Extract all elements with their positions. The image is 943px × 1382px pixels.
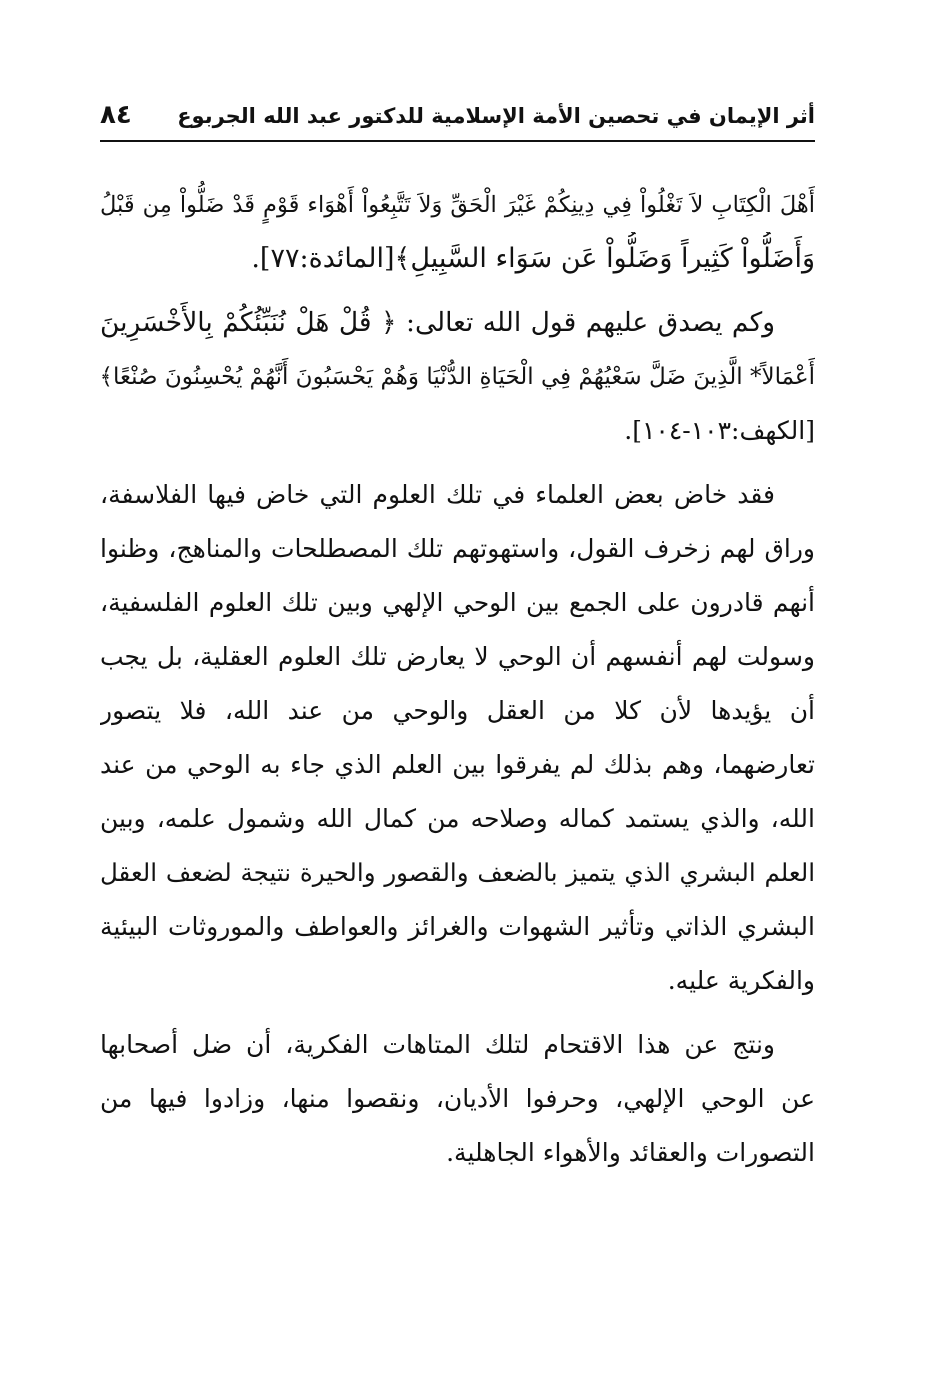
- text-line: وَأَضَلُّواْ كَثِيراً وَضَلُّواْ عَن سَوَاء السَّبِيلِ﴾[المائدة:٧٧].: [251, 243, 815, 274]
- quran-verse-continuation: [100, 178, 815, 286]
- text-line: التصورات والعقائد والأهواء الجاهلية.: [446, 1138, 815, 1167]
- text-line: والفكرية عليه.: [667, 966, 815, 995]
- page-body: [100, 178, 815, 1180]
- text-line: وراق لهم زخرف القول، واستهوتهم تلك المصطلحات والمناهج، وظنوا: [100, 534, 815, 563]
- text-line: أَهْلَ الْكِتَابِ لاَ تَغْلُواْ فِي دِينِكُمْ غَيْرَ الْحَقِّ وَلاَ تَتَّبِعُواْ أَهْوَاء قَوْمٍ قَدْ ضَلُّواْ مِن قَبْلُ: [100, 192, 815, 218]
- text-line: وسولت لهم أنفسهم أن الوحي لا يعارض تلك العلوم العقلية، بل يجب: [100, 642, 815, 671]
- text-line: العلم البشري الذي يتميز بالضعف والقصور والحيرة نتيجة لضعف العقل: [100, 858, 815, 887]
- page-header: [100, 98, 815, 142]
- text-line: ونتج عن هذا الاقتحام لتلك المتاهات الفكرية، أن ضل أصحابها: [100, 1030, 775, 1059]
- text-line: عن الوحي الإلهي، وحرفوا الأديان، ونقصوا منها، وزادوا فيها من: [100, 1084, 815, 1113]
- text-line: وكم يصدق عليهم قول الله تعالى: ﴿ قُلْ هَلْ نُنَبِّئُكُمْ بِالأَخْسَرِينَ: [100, 307, 775, 338]
- paragraph-consequence: [100, 1018, 815, 1180]
- text-line: البشري الذاتي وتأثير الشهوات والغرائز والعواطف والموروثات البيئية: [100, 912, 815, 941]
- text-line: أن يؤيدها لأن كلا من العقل والوحي من عند الله، فلا يتصور: [100, 696, 815, 725]
- paragraph-philosophy: [100, 468, 815, 1008]
- text-line: تعارضهما، وهم بذلك لم يفرقوا بين العلم الذي جاء به الوحي من عند: [100, 750, 815, 779]
- text-line: [الكهف:١٠٣-١٠٤].: [624, 416, 815, 445]
- text-line: الله، والذي يستمد كماله وصلاحه من كمال الله وشمول علمه، وبين: [100, 804, 815, 833]
- paragraph-quote-kahf: [100, 296, 815, 458]
- text-line: أنهم قادرون على الجمع بين الوحي الإلهي وبين تلك العلوم الفلسفية،: [100, 588, 815, 617]
- text-line: أَعْمَالاً* الَّذِينَ ضَلَّ سَعْيُهُمْ فِي الْحَيَاةِ الدُّنْيَا وَهُمْ يَحْسَبُونَ أَنَّهُمْ يُحْسِنُونَ صُنْعًا﴾: [100, 364, 815, 390]
- text-line: فقد خاض بعض العلماء في تلك العلوم التي خاض فيها الفلاسفة،: [100, 480, 775, 509]
- page-number: ٨٤: [100, 100, 132, 130]
- running-title: أثر الإيمان في تحصين الأمة الإسلامية للدكتور عبد الله الجربوع: [177, 104, 815, 128]
